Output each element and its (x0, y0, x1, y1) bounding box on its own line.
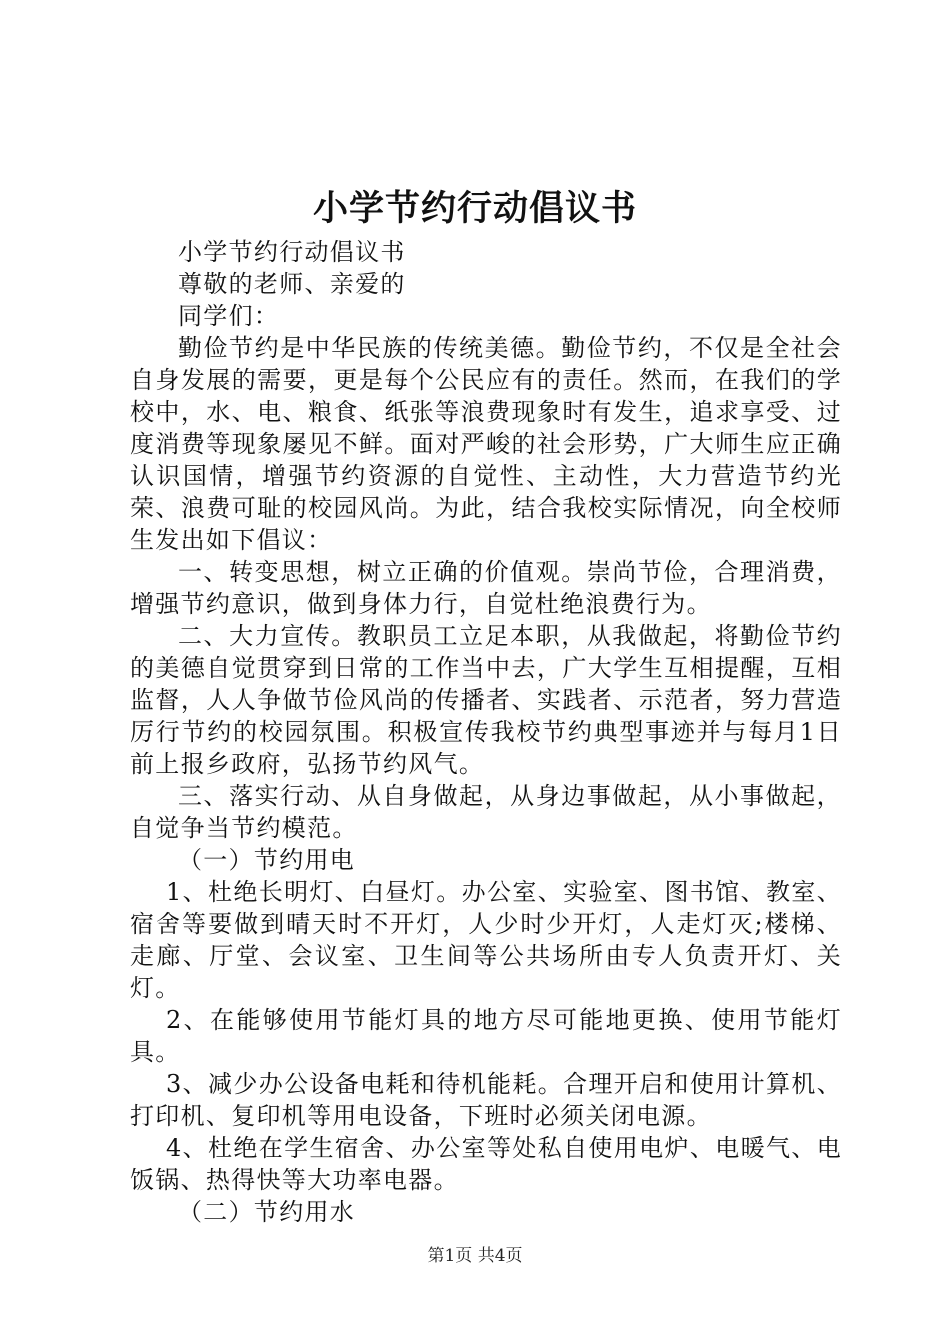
paragraph-heading: 小学节约行动倡议书 (178, 238, 406, 266)
paragraph-point-2: 二、大力宣传。教职员工立足本职，从我做起，将勤俭节约的美德自觉贯穿到日常的工作当中去，广大学生互相提醒，互相监督，人人争做节俭风尚的传播者、实践者、示范者，努力营造厉行节约的校园氛围。积极宣传我校节约典型事迹并与每月1日前上报乡政府，弘扬节约风气。 (130, 622, 842, 778)
document-body (130, 236, 842, 1228)
paragraph-point-1: 一、转变思想，树立正确的价值观。崇尚节俭，合理消费，增强节约意识，做到身体力行，自觉杜绝浪费行为。 (130, 558, 842, 618)
paragraph-point-3: 三、落实行动、从自身做起，从身边事做起，从小事做起，自觉争当节约模范。 (130, 782, 842, 842)
page-footer: 第1页 共4页 (427, 1246, 523, 1266)
paragraph-intro: 勤俭节约是中华民族的传统美德。勤俭节约，不仅是全社会自身发展的需要，更是每个公民应有的责任。然而，在我们的学校中，水、电、粮食、纸张等浪费现象时有发生，追求享受、过度消费等现象屡见不鲜。面对严峻的社会形势，广大师生应正确认识国情，增强节约资源的自觉性、主动性，大力营造节约光荣、浪费可耻的校园风尚。为此，结合我校实际情况，向全校师生发出如下倡议： (130, 334, 842, 554)
paragraph-salutation-1: 尊敬的老师、亲爱的 (178, 270, 406, 298)
paragraph-salutation-2: 同学们： (178, 302, 280, 330)
section-heading-electricity: （一）节约用电 (178, 846, 356, 874)
list-item-electricity-4: 4、杜绝在学生宿舍、办公室等处私自使用电炉、电暖气、电饭锅、热得快等大功率电器。 (130, 1134, 842, 1194)
section-heading-water: （二）节约用水 (178, 1198, 356, 1226)
list-item-electricity-3: 3、减少办公设备电耗和待机能耗。合理开启和使用计算机、打印机、复印机等用电设备，下班时必须关闭电源。 (130, 1070, 842, 1130)
list-item-electricity-1: 1、杜绝长明灯、白昼灯。办公室、实验室、图书馆、教室、宿舍等要做到晴天时不开灯，人少时少开灯，人走灯灭;楼梯、走廊、厅堂、会议室、卫生间等公共场所由专人负责开灯、关灯。 (130, 878, 842, 1002)
document-title: 小学节约行动倡议书 (312, 188, 637, 229)
list-item-electricity-2: 2、在能够使用节能灯具的地方尽可能地更换、使用节能灯具。 (130, 1006, 842, 1066)
